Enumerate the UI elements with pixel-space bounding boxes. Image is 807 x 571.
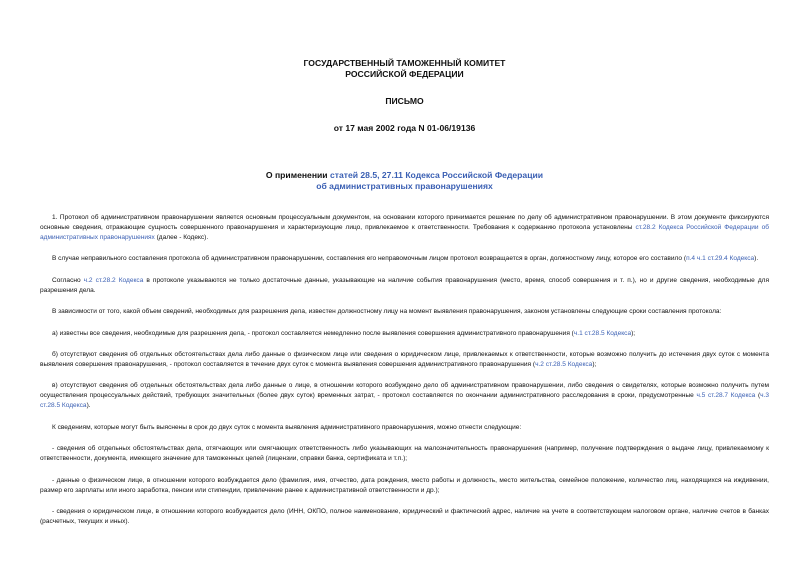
paragraph-1: 1. Протокол об административном правонарушении является основным процессуальным документом, на основании которого принимается решение по делу об административном правонарушении. В этом документе фиксируются основные сведения, отражающие сущность совершенного правонарушения и характеризующие лицо, привлекаемое к ответственности. Требования к содержанию протокола установлены ст.28.2 Кодекса Российской Федерации об административных правонарушениях (далее - Кодекс). bbox=[40, 214, 769, 241]
subject-articles-link[interactable]: статей 28.5, 27.11 Кодекса Российской Федерации bbox=[329, 170, 544, 180]
subject-code-link[interactable]: об административных правонарушениях bbox=[316, 181, 493, 191]
paragraph-8: К сведениям, которые могут быть выяснены в срок до двух суток с момента выявления административного правонарушения, можно отнести следующие: bbox=[52, 423, 522, 431]
org-name-line1: ГОСУДАРСТВЕННЫЙ ТАМОЖЕННЫЙ КОМИТЕТ bbox=[303, 58, 506, 68]
paragraph-11: - сведения о юридическом лице, в отношении которого возбуждается дело (ИНН, ОКПО, полное наименование, юридический и фактический адрес, наличие на учете в соответствующем налоговом органе, наличие счетов в банках (расчетных, текущих и иных). bbox=[40, 507, 769, 525]
document-subject bbox=[40, 170, 769, 192]
document-body bbox=[40, 213, 769, 527]
document-type: ПИСЬМО bbox=[385, 96, 424, 106]
paragraph-10: - данные о физическом лице, в отношении которого возбуждается дело (фамилия, имя, отчество, дата рождения, место работы и должность, место жительства, семейное положение, количество лиц, находящихся на иждивении, размер его зарплаты или иного заработка, пенсии или стипендии, привлечение ранее к административной ответственности и др.); bbox=[40, 476, 769, 494]
paragraph-4: В зависимости от того, какой объем сведений, необходимых для разрешения дела, известен должностному лицу на момент выявления правонарушения, законом установлены следующие сроки составления протокола: bbox=[52, 308, 722, 316]
paragraph-7: в) отсутствуют сведения об отдельных обстоятельствах дела либо данные о лице, в отношении которого возбуждено дело об административном правонарушении, либо сведения о свидетелях, которые возможно получить путем осуществления процессуальных действий, требующих значительных (более двух суток) временных затрат, - протокол составляется по окончании административного расследования в сроки, предусмотренные ч.5 ст.28.7 Кодекса (ч.3 ст.28.5 Кодекса). bbox=[40, 382, 769, 410]
link-ch1-st28-5[interactable]: ч.1 ст.28.5 Кодекса bbox=[573, 329, 632, 337]
document-date: от 17 мая 2002 года N 01-06/19136 bbox=[333, 123, 476, 133]
link-ch5-st28-7[interactable]: ч.5 ст.28.7 Кодекса bbox=[696, 392, 756, 400]
paragraph-6: б) отсутствуют сведения об отдельных обстоятельствах дела либо данные о физическом лице или сведения о юридическом лице, привлекаемых к ответственности, которые возможно получить до истечения двух суток с момента выявления совершения правонарушения, - протокол составляется в течение двух суток с момента выявления совершения административного правонарушения (ч.2 ст.28.5 Кодекса); bbox=[40, 350, 769, 368]
link-st29-4[interactable]: п.4 ч.1 ст.29.4 Кодекса bbox=[686, 255, 755, 263]
paragraph-2: В случае неправильного составления протокола об административном правонарушении, составления его неправомочным лицом протокол возвращается в орган, должностному лицу, которое его составило (п.4 ч.1 ст.29.4 Кодекса). bbox=[52, 255, 759, 263]
link-ch3-st28-5[interactable]: ч.3 ст.28.5 Кодекса bbox=[40, 392, 769, 410]
subject-prefix: О применении bbox=[265, 170, 330, 180]
document-header bbox=[40, 58, 769, 134]
subject-line1 bbox=[40, 170, 769, 181]
org-name-line2: РОССИЙСКОЙ ФЕДЕРАЦИИ bbox=[345, 69, 464, 79]
link-ch2-st28-5[interactable]: ч.2 ст.28.5 Кодекса bbox=[535, 360, 593, 368]
paragraph-5: а) известны все сведения, необходимые для разрешения дела, - протокол составляется немедленно после выявления совершения административного правонарушения (ч.1 ст.28.5 Кодекса); bbox=[52, 329, 636, 337]
link-st28-2-code[interactable]: ст.28.2 Кодекса Российской Федерации об административных правонарушениях bbox=[40, 224, 769, 241]
paragraph-9: - сведения об отдельных обстоятельствах дела, отягчающих или смягчающих ответственность либо указывающих на малозначительность правонарушения (например, получение подтверждения о выдаче лицу, привлекаемому к ответственности, документа, имеющего значение для таможенных целей (лицензии, справки банка, сертификата и т.п.); bbox=[40, 445, 769, 463]
link-ch2-st28-2[interactable]: ч.2 ст.28.2 Кодекса bbox=[83, 276, 144, 284]
paragraph-3: Согласно ч.2 ст.28.2 Кодекса в протоколе указываются не только достаточные данные, указывающие на наличие события правонарушения (место, время, способ совершения и т. п.), но и другие сведения, необходимые для разрешения дела. bbox=[40, 276, 769, 294]
